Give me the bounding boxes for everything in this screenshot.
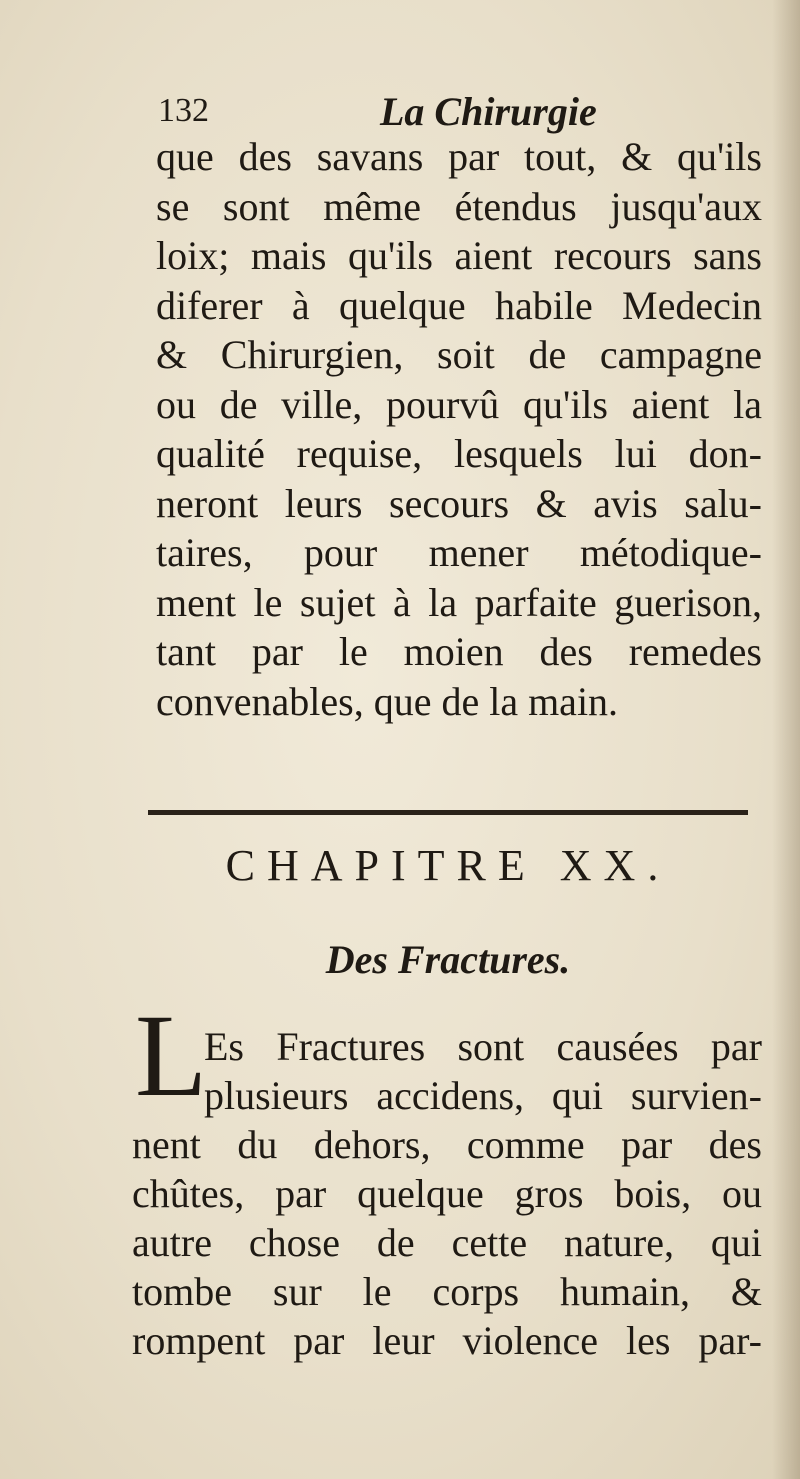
text-line: ou de ville, pourvû qu'ils aient la (156, 381, 762, 427)
chapter-divider-rule (148, 810, 748, 815)
text-line: se sont même étendus jusqu'aux (156, 183, 762, 229)
text-line: plusieurs accidens, qui survien- (204, 1073, 762, 1118)
drop-cap: L (135, 990, 208, 1121)
text-line: tombe sur le corps humain, & (132, 1269, 762, 1314)
text-line: diferer à quelque habile Medecin (156, 282, 762, 328)
text-line: & Chirurgien, soit de campagne (156, 332, 762, 377)
text-line: convenables, que de la main. (156, 678, 619, 724)
running-head: La Chirurgie (380, 89, 597, 134)
text-line: chûtes, par quelque gros bois, ou (132, 1171, 762, 1216)
text-line: que des savans par tout, & qu'ils (156, 134, 762, 179)
text-line: nent du dehors, comme par des (132, 1122, 762, 1167)
chapter-subtitle: Des Fractures. (325, 937, 571, 982)
chapter-title: CHAPITRE XX. (225, 841, 671, 890)
text-line: autre chose de cette nature, qui (132, 1220, 762, 1265)
text-line: taires, pour mener métodique- (156, 530, 762, 575)
chapter-paragraph (132, 1022, 762, 1365)
text-line: rompent par leur violence les par- (132, 1318, 762, 1363)
page-edge-shadow (772, 0, 800, 1479)
text-line: ment le sujet à la parfaite guerison, (156, 579, 762, 625)
text-line: tant par le moien des remedes (156, 629, 762, 674)
page-header (158, 88, 758, 134)
page-number: 132 (158, 92, 209, 129)
text-line: Es Fractures sont causées par (204, 1024, 762, 1069)
text-line: qualité requise, lesquels lui don- (156, 431, 762, 476)
text-line: neront leurs secours & avis salu- (156, 480, 762, 526)
text-line: loix; mais qu'ils aient recours sans (156, 233, 762, 278)
body-paragraph (156, 132, 762, 726)
